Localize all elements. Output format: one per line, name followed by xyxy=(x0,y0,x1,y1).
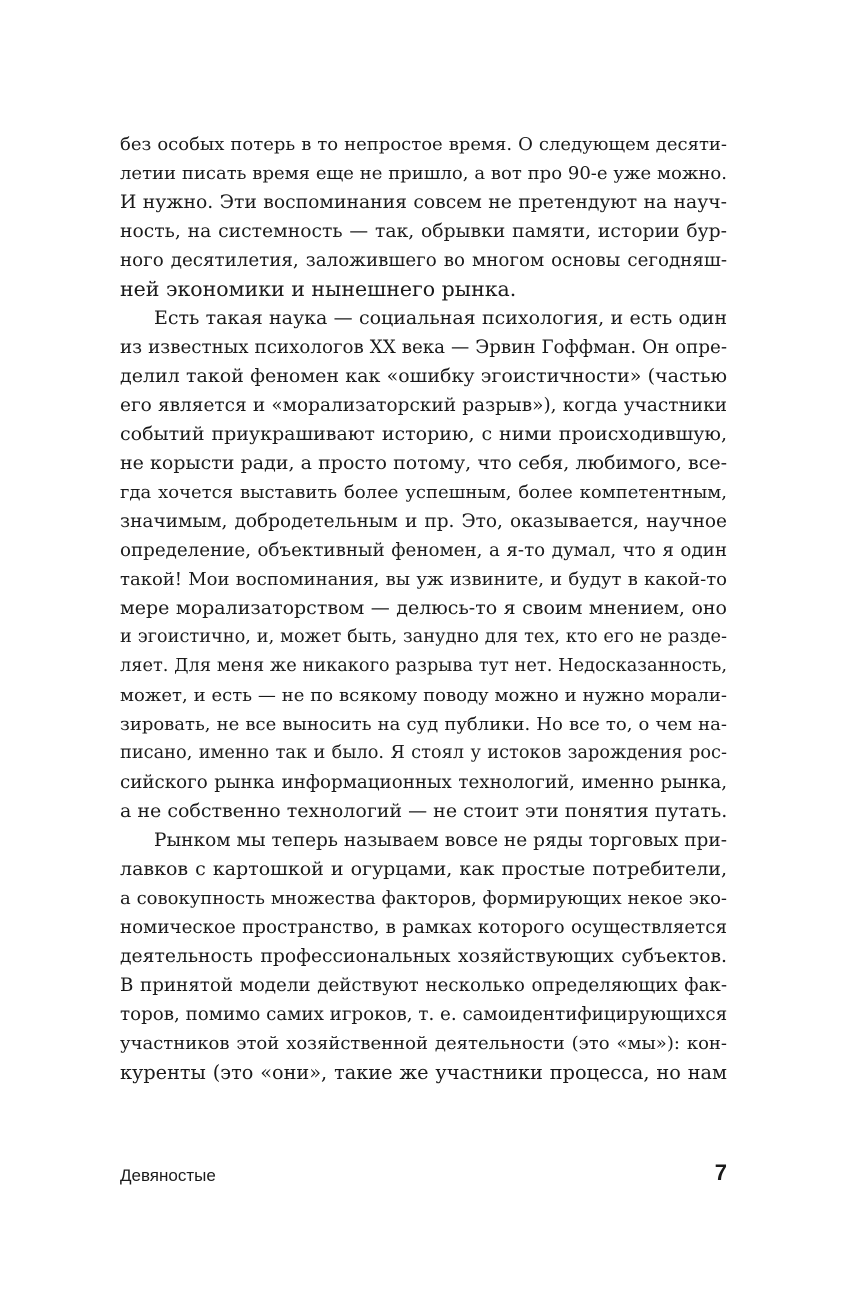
text-line-8: из известных психологов XX века — Эрвин Гоффман. Он опре- xyxy=(120,337,727,358)
text-line-20: может, и есть — не по всякому поводу можно и нужно морали- xyxy=(120,685,727,706)
text-line-12: не корысти ради, а просто потому, что себя, любимого, все- xyxy=(120,452,727,474)
text-line-27: а совокупность множества факторов, формирующих некое эко- xyxy=(120,888,727,909)
text-line-3: И нужно. Эти воспоминания совсем не претендуют на науч- xyxy=(120,192,727,213)
text-line-28: номическое пространство, в рамках которого осуществляется xyxy=(120,917,727,938)
text-line-25: Рынком мы теперь называем вовсе не ряды торговых при- xyxy=(154,830,727,851)
text-line-7: Есть такая наука — социальная психология, и есть один xyxy=(154,307,727,329)
text-line-15: определение, объективный феномен, а я-то думал, что я один xyxy=(120,540,727,561)
text-line-29: деятельность профессиональных хозяйствующих субъектов. xyxy=(120,946,727,967)
text-line-10: его является и «морализаторский разрыв»), когда участники xyxy=(120,395,727,416)
text-line-16: такой! Мои воспоминания, вы уж извините, и будут в какой-то xyxy=(120,569,727,590)
text-line-11: событий приукрашивают историю, с ними происходившую, xyxy=(120,423,727,445)
text-line-2: летии писать время еще не пришло, а вот про 90-е уже можно. xyxy=(120,163,727,184)
running-footer-title: Девяностые xyxy=(120,1166,216,1185)
page-number: 7 xyxy=(714,1160,727,1185)
text-line-22: писано, именно так и было. Я стоял у истоков зарождения рос- xyxy=(120,743,727,763)
text-line-31: торов, помимо самих игроков, т. е. самоидентифицирующихся xyxy=(120,1004,727,1025)
text-line-18: и эгоистично, и, может быть, занудно для тех, кто его не разде- xyxy=(120,627,727,647)
text-line-19: ляет. Для меня же никакого разрыва тут нет. Недосказанность, xyxy=(120,656,727,676)
text-line-1: без особых потерь в то непростое время. О следующем десяти- xyxy=(120,134,727,155)
text-line-26: лавков с картошкой и огурцами, как простые потребители, xyxy=(120,858,727,880)
page-body-text xyxy=(120,130,727,1087)
text-line-4: ность, на системность — так, обрывки памяти, истории бур- xyxy=(120,221,727,242)
text-line-9: делил такой феномен как «ошибку эгоистичности» (частью xyxy=(120,365,727,387)
text-line-32: участников этой хозяйственной деятельности (это «мы»): кон- xyxy=(120,1033,727,1054)
text-line-23: сийского рынка информационных технологий, именно рынка, xyxy=(120,772,727,793)
text-line-21: зировать, не все выносить на суд публики. Но все то, о чем на- xyxy=(120,714,727,735)
text-line-30: В принятой модели действуют несколько определяющих фак- xyxy=(120,975,727,996)
text-line-13: гда хочется выставить более успешным, более компетентным, xyxy=(120,482,727,503)
text-line-17: мере морализаторством — делюсь-то я своим мнением, оно xyxy=(120,597,727,619)
text-line-24: а не собственно технологий — не стоит эти понятия путать. xyxy=(120,800,727,822)
text-line-5: ного десятилетия, заложившего во многом основы сегодняш- xyxy=(120,250,727,271)
text-line-6: ней экономики и нынешнего рынка. xyxy=(120,277,517,301)
text-line-14: значимым, добродетельным и пр. Это, оказывается, научное xyxy=(120,511,727,532)
text-line-33: куренты (это «они», такие же участники процесса, но нам xyxy=(120,1061,727,1084)
